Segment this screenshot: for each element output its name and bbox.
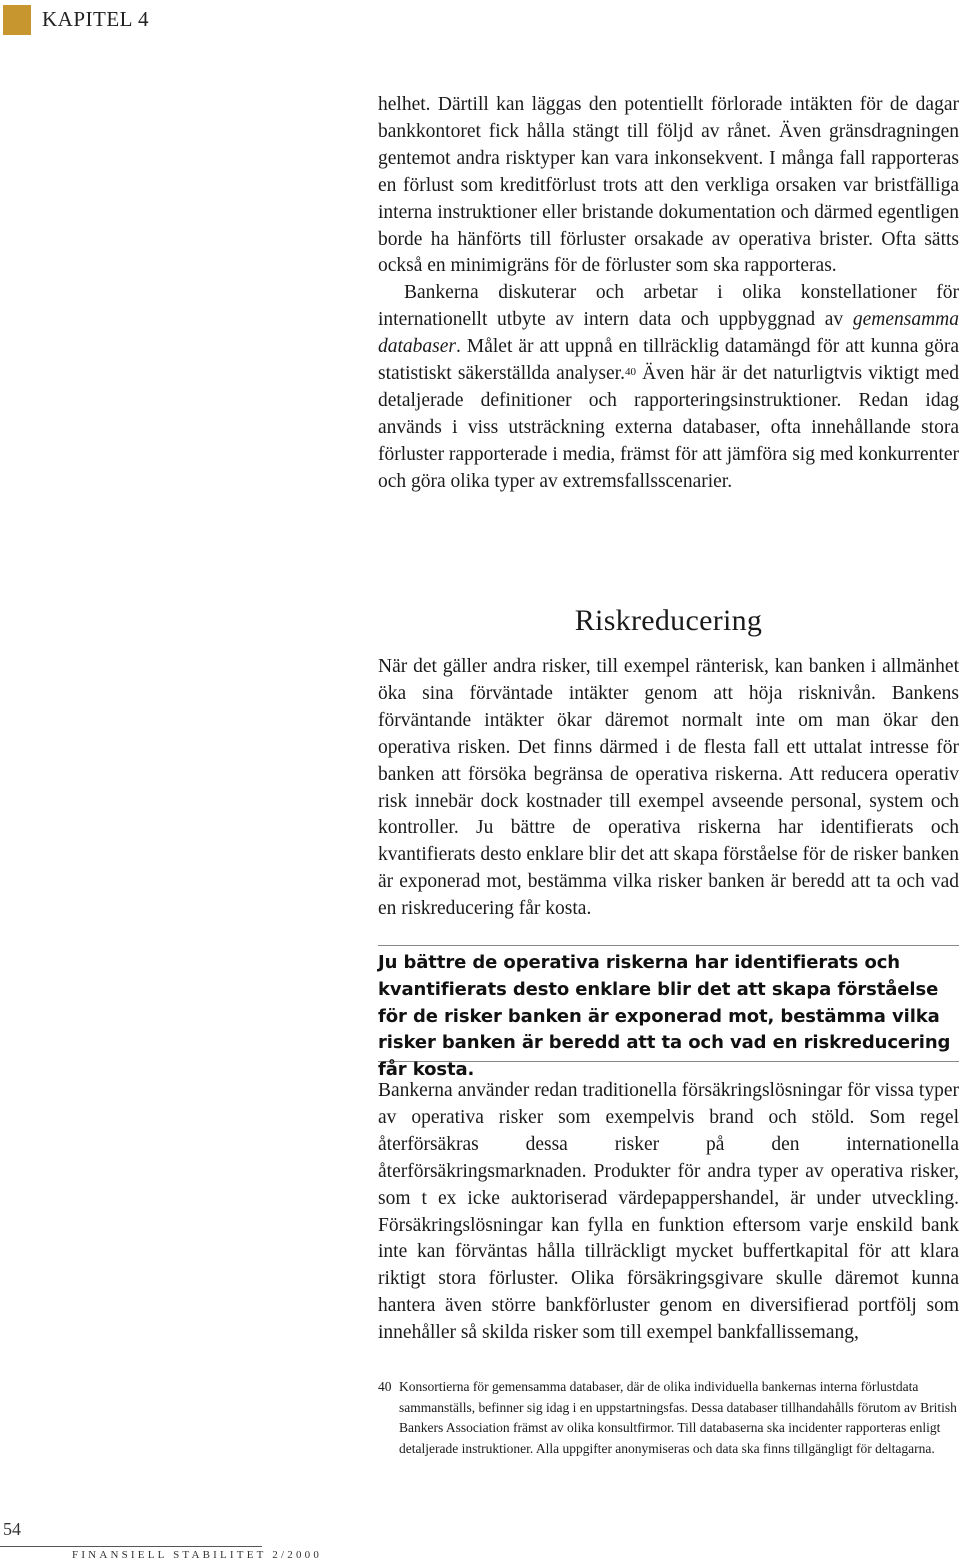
chapter-label: KAPITEL 4 bbox=[42, 7, 149, 31]
publication-title: FINANSIELL STABILITET 2/2000 bbox=[72, 1549, 323, 1561]
page-number: 54 bbox=[3, 1519, 21, 1539]
paragraph-3 bbox=[378, 654, 959, 923]
paragraph-4-text: Bankerna använder redan traditionella försäkringslösningar för vissa typer av operativa risker som exempelvis brand och stöld. Som regel återförsäkras dessa risker på den internationella återförsäkringsmarknaden. Produkter för andra typer av operativa risker, som t ex icke auktoriserad värdepappershandel, är under utveckling. Försäkringslösningar kan fylla en funktion eftersom varje enskild bank inte kan förväntas hålla tillräckligt mycket buffertkapital för att klara riktigt stora förluster. Olika försäkringsgivare skulle däremot kunna hantera även större bankförluster genom en diversifierad portfölj som innehåller så skilda risker som till exempel bankfallissemang, bbox=[378, 1080, 959, 1344]
pull-quote bbox=[378, 945, 959, 1081]
footnote bbox=[378, 1377, 959, 1459]
paragraph-2-part-c: Även här är det naturligtvis viktigt med detaljerade definitioner och rapporteringsinstruktioner. Redan idag används i viss utsträckning externa databaser, ofta innehållande stora förluster rapporterade i media, främst för att jämföra sig med konkurrenter och göra olika typer av extremsfallsscenarier. bbox=[378, 363, 959, 492]
paragraph-4 bbox=[378, 1078, 959, 1347]
paragraph-1 bbox=[378, 92, 959, 496]
footnote-reference[interactable]: 40 bbox=[624, 366, 636, 379]
paragraph-1-text: helhet. Därtill kan läggas den potentiellt förlorade intäkten för de dagar bankkontoret fick hålla stängt till följd av rånet. Även gränsdragningen gentemot andra risktyper kan vara inkonsekvent. I många fall rapporteras en förlust som kreditförlust trots att den verkliga orsaken var bristfälliga interna instruktioner eller bristande dokumentation och därmed egentligen borde ha hänförts till förluster orsakade av operativa brister. Ofta sätts också en minimigräns för de förluster som ska rapporteras. bbox=[378, 94, 959, 277]
footer-rule bbox=[0, 1546, 262, 1547]
pull-quote-text: Ju bättre de operativa riskerna har identifierats och kvantifierats desto enklare blir det att skapa förståelse för de risker banken är exponerad mot, bestämma vilka risker banken är beredd att ta och vad en riskreducering får kosta. bbox=[378, 952, 951, 1081]
paragraph-2-emphasis: gemensamma databaser bbox=[378, 309, 959, 358]
chapter-marker bbox=[3, 5, 31, 35]
paragraph-2 bbox=[378, 280, 959, 495]
section-heading: Riskreducering bbox=[574, 604, 763, 637]
paragraph-3-text: När det gäller andra risker, till exempel ränterisk, kan banken i allmänhet öka sina förväntade intäkter genom att höja risknivån. Bankens förväntande intäkter ökar däremot normalt inte om man ökar den operativa risken. Det finns därmed i de flesta fall ett uttalat intresse för banken att försöka begränsa de operativa riskerna. Att reducera operativ risk innebär dock kostnader till exempel avseende personal, system och kontroller. Ju bättre de operativa riskerna har identifierats och kvantifierats desto enklare blir det att skapa förståelse för de risker banken är exponerad mot, bestämma vilka risker banken är beredd att ta och vad en riskreducering får kosta. bbox=[378, 656, 959, 920]
footnote-text: Konsortierna för gemensamma databaser, där de olika individuella bankernas interna förlustdata sammanställs, befinner sig idag i en uppstartningsfas. Dessa databaser tillhandahålls förutom av British Bankers Association främst av olika konsultfirmor. Till databaserna ska incidenter rapporteras enligt detaljerade instruktioner. Alla uppgifter anonymiseras och data ska finns tillgängligt för deltagarna. bbox=[399, 1379, 957, 1456]
paragraph-2-part-a: Bankerna diskuterar och arbetar i olika konstellationer för internationellt utbyte av intern data och uppbyggnad av bbox=[378, 282, 959, 331]
paragraph-2-part-b: . Målet är att uppnå en tillräcklig datamängd för att kunna göra statistiskt säkerställda analyser. bbox=[378, 336, 959, 385]
footnote-number: 40 bbox=[378, 1379, 392, 1394]
